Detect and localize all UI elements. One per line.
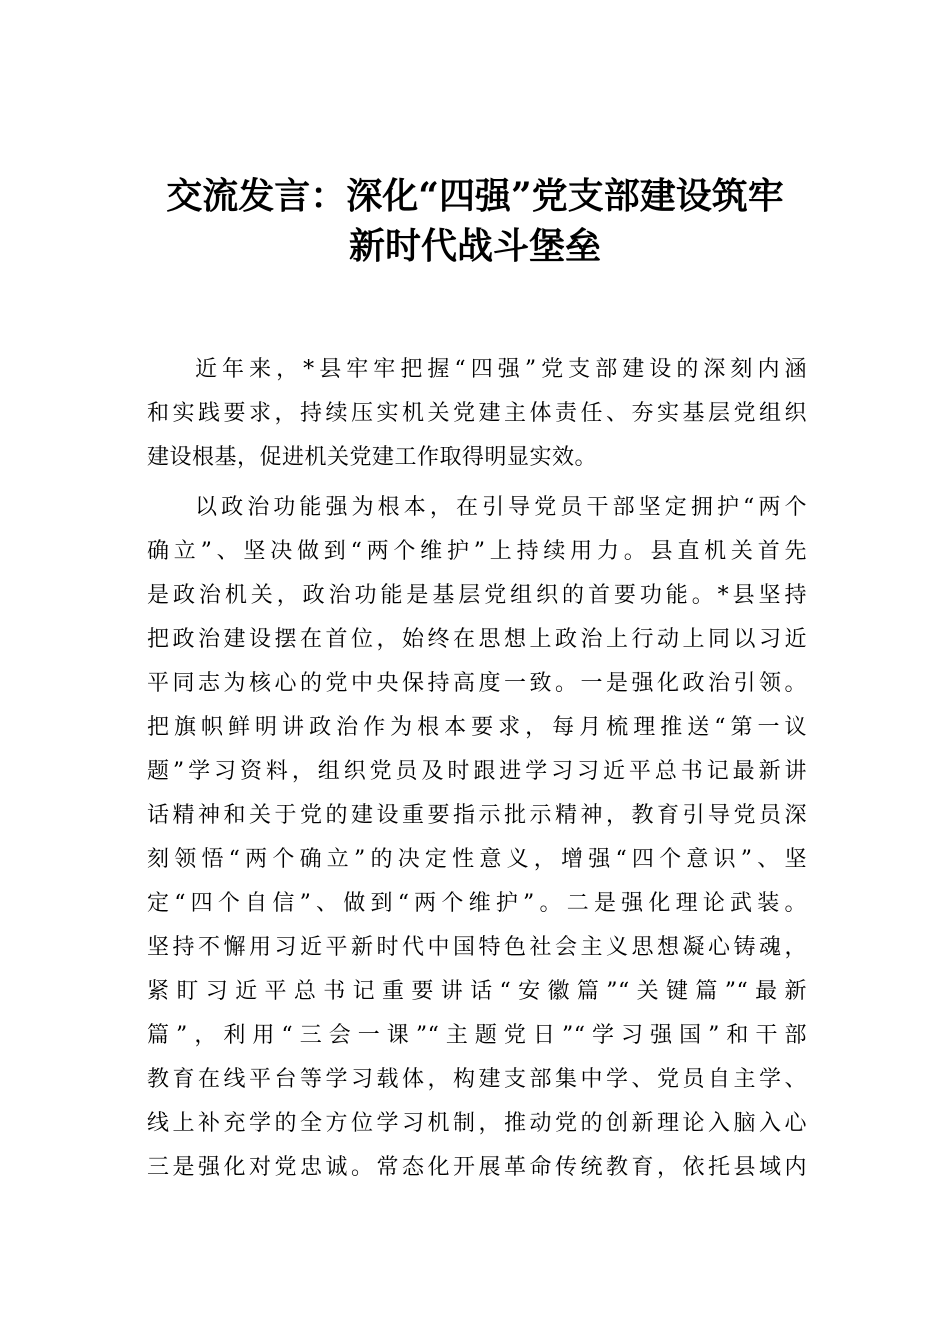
paragraph-2-line-2: 确立”、坚决做到“两个维护”上持续用力。县直机关首先 [147, 539, 807, 564]
paragraph-1-line-3: 建设根基，促进机关党建工作取得明显实效。 [147, 445, 598, 470]
paragraph-2-line-11: 坚持不懈用习近平新时代中国特色社会主义思想凝心铸魂， [147, 935, 807, 960]
paragraph-2-line-6: 把旗帜鲜明讲政治作为根本要求，每月梳理推送“第一议 [147, 715, 807, 740]
paragraph-2-line-16: 三是强化对党忠诚。常态化开展革命传统教育，依托县域内 [147, 1155, 807, 1180]
document-title-line-2: 新时代战斗堡垒 [348, 225, 601, 267]
paragraph-2-line-10: 定“四个自信”、做到“两个维护”。二是强化理论武装。 [147, 891, 807, 916]
paragraph-2-line-12: 紧盯习近平总书记重要讲话“安徽篇”“关键篇”“最新 [147, 979, 807, 1004]
paragraph-2-line-1: 以政治功能强为根本，在引导党员干部坚定拥护“两个 [195, 495, 807, 520]
paragraph-2-line-7: 题”学习资料，组织党员及时跟进学习习近平总书记最新讲 [147, 759, 807, 784]
paragraph-2-line-3: 是政治机关，政治功能是基层党组织的首要功能。*县坚持 [147, 583, 807, 608]
paragraph-2-line-13: 篇”，利用“三会一课”“主题党日”“学习强国”和干部 [147, 1023, 807, 1048]
paragraph-1-line-1: 近年来，*县牢牢把握“四强”党支部建设的深刻内涵 [195, 357, 807, 382]
document-title-line-1: 交流发言：深化“四强”党支部建设筑牢 [166, 175, 784, 217]
paragraph-2-line-15: 线上补充学的全方位学习机制，推动党的创新理论入脑入心 [147, 1111, 807, 1136]
paragraph-1-line-2: 和实践要求，持续压实机关党建主体责任、夯实基层党组织 [147, 401, 807, 426]
paragraph-2-line-4: 把政治建设摆在首位，始终在思想上政治上行动上同以习近 [147, 627, 807, 652]
paragraph-2-line-8: 话精神和关于党的建设重要指示批示精神，教育引导党员深 [147, 803, 807, 828]
paragraph-2-line-9: 刻领悟“两个确立”的决定性意义，增强“四个意识”、坚 [147, 847, 807, 872]
paragraph-2-line-14: 教育在线平台等学习载体，构建支部集中学、党员自主学、 [147, 1067, 807, 1092]
paragraph-2-line-5: 平同志为核心的党中央保持高度一致。一是强化政治引领。 [147, 671, 807, 696]
